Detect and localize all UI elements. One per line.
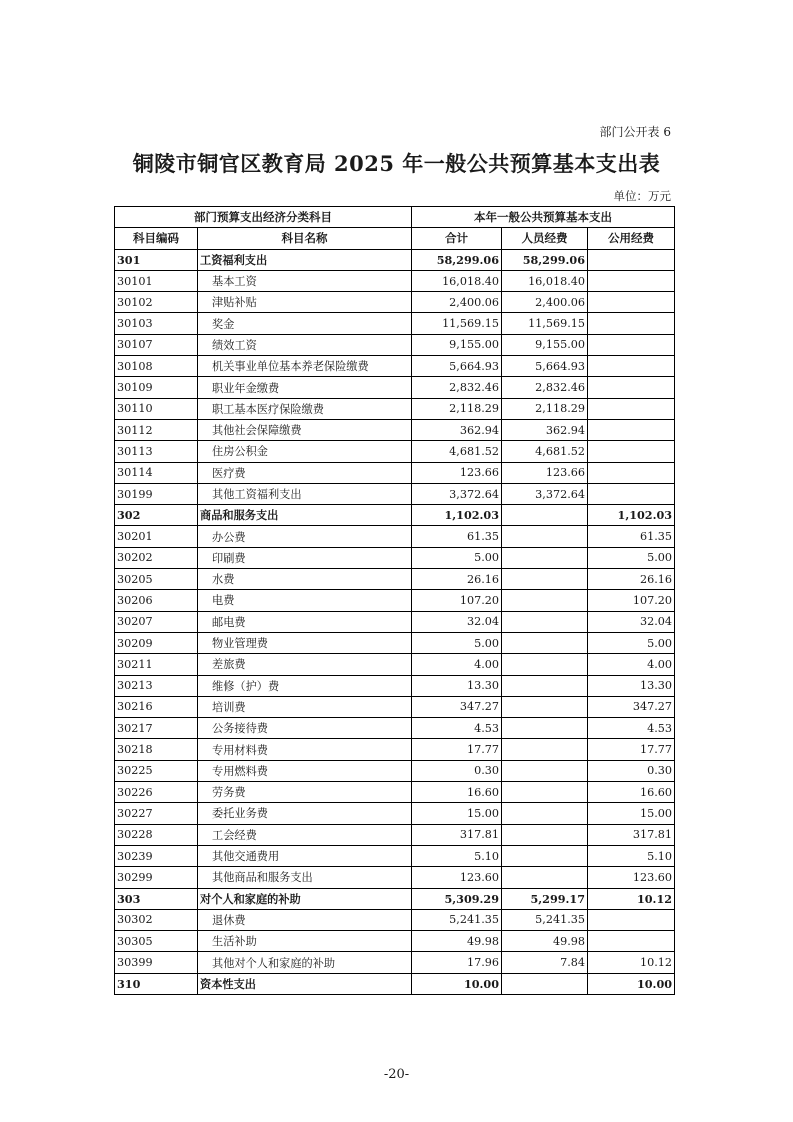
- cell-total: 10.00: [412, 973, 502, 994]
- cell-total: 13.30: [412, 675, 502, 696]
- cell-name: 印刷费: [198, 547, 412, 568]
- header-group-left: 部门预算支出经济分类科目: [115, 207, 412, 228]
- cell-total: 4.53: [412, 718, 502, 739]
- cell-total: 3,372.64: [412, 483, 502, 504]
- cell-personnel: 9,155.00: [502, 334, 588, 355]
- cell-personnel: 5,664.93: [502, 356, 588, 377]
- cell-personnel: 7.84: [502, 952, 588, 973]
- cell-public: 26.16: [588, 569, 675, 590]
- cell-code: 30211: [115, 654, 198, 675]
- cell-name: 电费: [198, 590, 412, 611]
- cell-public: 32.04: [588, 611, 675, 632]
- table-row: [115, 675, 675, 696]
- cell-name: 专用燃料费: [198, 760, 412, 781]
- table-row: [115, 952, 675, 973]
- header-public: 公用经费: [588, 228, 675, 249]
- cell-code: 30112: [115, 419, 198, 440]
- cell-code: 30109: [115, 377, 198, 398]
- table-row: [115, 803, 675, 824]
- table-row: [115, 547, 675, 568]
- table-row: [115, 483, 675, 504]
- cell-code: 30199: [115, 483, 198, 504]
- cell-code: 30103: [115, 313, 198, 334]
- cell-name: 职业年金缴费: [198, 377, 412, 398]
- cell-personnel: 2,832.46: [502, 377, 588, 398]
- cell-total: 123.60: [412, 867, 502, 888]
- cell-total: 5,664.93: [412, 356, 502, 377]
- page-tag: 部门公开表 6: [599, 125, 671, 139]
- cell-name: 公务接待费: [198, 718, 412, 739]
- cell-total: 0.30: [412, 760, 502, 781]
- cell-total: 123.66: [412, 462, 502, 483]
- cell-public: 17.77: [588, 739, 675, 760]
- table-row: [115, 526, 675, 547]
- cell-public: 347.27: [588, 696, 675, 717]
- cell-total: 347.27: [412, 696, 502, 717]
- cell-name: 培训费: [198, 696, 412, 717]
- cell-public: 13.30: [588, 675, 675, 696]
- cell-name: 委托业务费: [198, 803, 412, 824]
- cell-name: 医疗费: [198, 462, 412, 483]
- cell-code: 30216: [115, 696, 198, 717]
- table-row: [115, 462, 675, 483]
- cell-personnel: 5,299.17: [502, 888, 588, 909]
- table-row: [115, 824, 675, 845]
- cell-total: 32.04: [412, 611, 502, 632]
- cell-name: 办公费: [198, 526, 412, 547]
- table-row: [115, 419, 675, 440]
- cell-total: 4.00: [412, 654, 502, 675]
- cell-name: 工会经费: [198, 824, 412, 845]
- cell-personnel: [502, 654, 588, 675]
- cell-personnel: [502, 824, 588, 845]
- cell-public: [588, 398, 675, 419]
- table-row: [115, 377, 675, 398]
- cell-code: 30228: [115, 824, 198, 845]
- cell-total: 5.00: [412, 547, 502, 568]
- table-row: [115, 590, 675, 611]
- cell-total: 9,155.00: [412, 334, 502, 355]
- table-row: [115, 249, 675, 270]
- header-personnel: 人员经费: [502, 228, 588, 249]
- cell-personnel: [502, 718, 588, 739]
- cell-name: 物业管理费: [198, 632, 412, 653]
- cell-name: 其他社会保障缴费: [198, 419, 412, 440]
- cell-code: 30305: [115, 931, 198, 952]
- table-row: [115, 569, 675, 590]
- table-row: [115, 505, 675, 526]
- table-row: [115, 334, 675, 355]
- cell-personnel: 3,372.64: [502, 483, 588, 504]
- cell-total: 5,309.29: [412, 888, 502, 909]
- cell-total: 61.35: [412, 526, 502, 547]
- cell-public: 10.12: [588, 952, 675, 973]
- cell-code: 30399: [115, 952, 198, 973]
- cell-personnel: 5,241.35: [502, 909, 588, 930]
- cell-name: 其他对个人和家庭的补助: [198, 952, 412, 973]
- cell-personnel: 16,018.40: [502, 270, 588, 291]
- cell-name: 差旅费: [198, 654, 412, 675]
- cell-total: 17.96: [412, 952, 502, 973]
- cell-public: [588, 441, 675, 462]
- cell-personnel: [502, 611, 588, 632]
- table-row: [115, 760, 675, 781]
- header-name: 科目名称: [198, 228, 412, 249]
- cell-code: 30207: [115, 611, 198, 632]
- cell-public: 15.00: [588, 803, 675, 824]
- cell-personnel: [502, 845, 588, 866]
- cell-code: 30110: [115, 398, 198, 419]
- cell-code: 303: [115, 888, 198, 909]
- cell-code: 30299: [115, 867, 198, 888]
- cell-code: 30201: [115, 526, 198, 547]
- table-row: [115, 611, 675, 632]
- cell-personnel: 11,569.15: [502, 313, 588, 334]
- cell-total: 362.94: [412, 419, 502, 440]
- cell-personnel: [502, 739, 588, 760]
- cell-public: 1,102.03: [588, 505, 675, 526]
- cell-personnel: [502, 569, 588, 590]
- table-row: [115, 441, 675, 462]
- cell-code: 30302: [115, 909, 198, 930]
- cell-total: 1,102.03: [412, 505, 502, 526]
- cell-personnel: [502, 696, 588, 717]
- table-row: [115, 718, 675, 739]
- cell-total: 15.00: [412, 803, 502, 824]
- cell-total: 58,299.06: [412, 249, 502, 270]
- table-row: [115, 696, 675, 717]
- cell-code: 301: [115, 249, 198, 270]
- cell-total: 5.10: [412, 845, 502, 866]
- cell-name: 资本性支出: [198, 973, 412, 994]
- cell-name: 劳务费: [198, 782, 412, 803]
- cell-code: 30217: [115, 718, 198, 739]
- cell-code: 30213: [115, 675, 198, 696]
- page-number: -20-: [383, 1067, 410, 1082]
- cell-public: 61.35: [588, 526, 675, 547]
- cell-public: 16.60: [588, 782, 675, 803]
- cell-public: [588, 270, 675, 291]
- table-row: [115, 782, 675, 803]
- cell-personnel: 2,400.06: [502, 292, 588, 313]
- cell-name: 职工基本医疗保险缴费: [198, 398, 412, 419]
- cell-code: 30114: [115, 462, 198, 483]
- cell-total: 5.00: [412, 632, 502, 653]
- cell-name: 机关事业单位基本养老保险缴费: [198, 356, 412, 377]
- table-row: [115, 313, 675, 334]
- cell-public: [588, 462, 675, 483]
- table-row: [115, 888, 675, 909]
- cell-public: 317.81: [588, 824, 675, 845]
- cell-public: 4.00: [588, 654, 675, 675]
- table-row: [115, 845, 675, 866]
- cell-personnel: [502, 590, 588, 611]
- cell-personnel: [502, 547, 588, 568]
- cell-code: 30225: [115, 760, 198, 781]
- cell-code: 30108: [115, 356, 198, 377]
- cell-name: 水费: [198, 569, 412, 590]
- table-row: [115, 931, 675, 952]
- cell-public: [588, 483, 675, 504]
- table-row: [115, 270, 675, 291]
- cell-personnel: 2,118.29: [502, 398, 588, 419]
- cell-personnel: [502, 675, 588, 696]
- table-row: [115, 356, 675, 377]
- cell-name: 邮电费: [198, 611, 412, 632]
- cell-code: 30205: [115, 569, 198, 590]
- table-row: [115, 739, 675, 760]
- cell-personnel: [502, 760, 588, 781]
- cell-personnel: 362.94: [502, 419, 588, 440]
- cell-code: 30113: [115, 441, 198, 462]
- cell-personnel: [502, 505, 588, 526]
- cell-personnel: 123.66: [502, 462, 588, 483]
- cell-code: 30227: [115, 803, 198, 824]
- cell-total: 16.60: [412, 782, 502, 803]
- header-group-right: 本年一般公共预算基本支出: [412, 207, 675, 228]
- table-row: [115, 654, 675, 675]
- header-total: 合计: [412, 228, 502, 249]
- cell-total: 16,018.40: [412, 270, 502, 291]
- cell-name: 专用材料费: [198, 739, 412, 760]
- table-row: [115, 292, 675, 313]
- cell-public: [588, 909, 675, 930]
- cell-total: 107.20: [412, 590, 502, 611]
- cell-personnel: 58,299.06: [502, 249, 588, 270]
- cell-code: 30107: [115, 334, 198, 355]
- cell-total: 11,569.15: [412, 313, 502, 334]
- cell-code: 30101: [115, 270, 198, 291]
- cell-public: 4.53: [588, 718, 675, 739]
- cell-name: 退休费: [198, 909, 412, 930]
- cell-name: 奖金: [198, 313, 412, 334]
- cell-public: [588, 313, 675, 334]
- cell-total: 2,400.06: [412, 292, 502, 313]
- budget-table: [114, 206, 675, 995]
- table-row: [115, 973, 675, 994]
- cell-name: 维修（护）费: [198, 675, 412, 696]
- cell-public: 5.10: [588, 845, 675, 866]
- cell-code: 30209: [115, 632, 198, 653]
- table-row: [115, 867, 675, 888]
- cell-total: 4,681.52: [412, 441, 502, 462]
- cell-code: 30202: [115, 547, 198, 568]
- cell-name: 其他交通费用: [198, 845, 412, 866]
- cell-name: 住房公积金: [198, 441, 412, 462]
- cell-personnel: 49.98: [502, 931, 588, 952]
- cell-name: 其他工资福利支出: [198, 483, 412, 504]
- cell-name: 生活补助: [198, 931, 412, 952]
- cell-name: 绩效工资: [198, 334, 412, 355]
- cell-total: 2,118.29: [412, 398, 502, 419]
- cell-code: 30218: [115, 739, 198, 760]
- cell-name: 工资福利支出: [198, 249, 412, 270]
- cell-name: 商品和服务支出: [198, 505, 412, 526]
- cell-public: [588, 249, 675, 270]
- cell-total: 5,241.35: [412, 909, 502, 930]
- cell-name: 对个人和家庭的补助: [198, 888, 412, 909]
- cell-public: 5.00: [588, 632, 675, 653]
- cell-personnel: [502, 782, 588, 803]
- cell-public: [588, 356, 675, 377]
- header-code: 科目编码: [115, 228, 198, 249]
- cell-public: [588, 419, 675, 440]
- cell-public: 0.30: [588, 760, 675, 781]
- cell-total: 26.16: [412, 569, 502, 590]
- table-row: [115, 909, 675, 930]
- cell-public: [588, 377, 675, 398]
- cell-personnel: 4,681.52: [502, 441, 588, 462]
- cell-public: [588, 292, 675, 313]
- cell-public: 10.12: [588, 888, 675, 909]
- cell-code: 310: [115, 973, 198, 994]
- cell-code: 30206: [115, 590, 198, 611]
- cell-name: 其他商品和服务支出: [198, 867, 412, 888]
- cell-code: 30226: [115, 782, 198, 803]
- cell-personnel: [502, 973, 588, 994]
- cell-name: 津贴补贴: [198, 292, 412, 313]
- cell-code: 30239: [115, 845, 198, 866]
- table-row: [115, 398, 675, 419]
- cell-personnel: [502, 526, 588, 547]
- unit-label: 单位：万元: [613, 189, 671, 203]
- cell-personnel: [502, 803, 588, 824]
- page-title: 铜陵市铜官区教育局 2025 年一般公共预算基本支出表: [132, 151, 661, 176]
- cell-public: [588, 931, 675, 952]
- cell-name: 基本工资: [198, 270, 412, 291]
- cell-total: 317.81: [412, 824, 502, 845]
- cell-public: 107.20: [588, 590, 675, 611]
- cell-total: 49.98: [412, 931, 502, 952]
- cell-public: 5.00: [588, 547, 675, 568]
- cell-personnel: [502, 632, 588, 653]
- cell-public: [588, 334, 675, 355]
- cell-total: 2,832.46: [412, 377, 502, 398]
- table-row: [115, 632, 675, 653]
- cell-total: 17.77: [412, 739, 502, 760]
- table-body: [115, 249, 675, 994]
- cell-code: 302: [115, 505, 198, 526]
- cell-code: 30102: [115, 292, 198, 313]
- cell-public: 10.00: [588, 973, 675, 994]
- cell-public: 123.60: [588, 867, 675, 888]
- cell-personnel: [502, 867, 588, 888]
